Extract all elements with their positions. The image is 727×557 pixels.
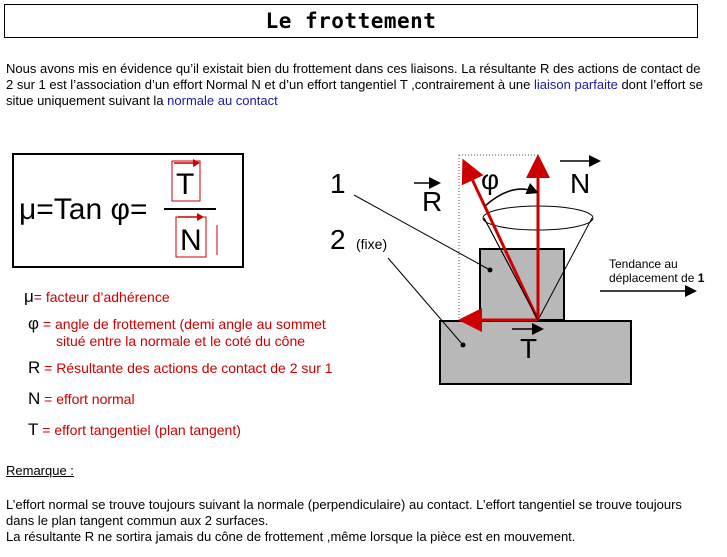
label-t: T — [520, 333, 538, 364]
remark-line-1: L’effort normal se trouve toujours suivant la normale (perpendiculaire) au contact. L’effort tangentiel se trouve toujours dans le plan tangent commun aux 2 surfaces. — [6, 497, 682, 528]
def-t-symbol: T — [28, 420, 39, 439]
intro-text-1: Nous avons mis en évidence qu’il existait bien du frottement dans ces liaisons. La résultante R des actions de contact de 2 sur 1 est l’association d’un effort Normal N et d’un effort tangentiel T ,contrairement à une — [6, 61, 701, 92]
tendency-caption — [609, 257, 704, 285]
def-phi-continued — [56, 333, 305, 349]
def-t-text: effort tangentiel (plan tangent) — [54, 422, 241, 438]
label-fixe: (fixe) — [356, 236, 388, 252]
normale-contact-link[interactable]: normale au contact — [167, 93, 278, 108]
def-mu-sep: = — [33, 289, 46, 305]
def-phi-text: angle de frottement (demi angle au sommet — [55, 316, 326, 332]
def-mu-symbol: μ — [24, 287, 34, 306]
def-mu-text: facteur d’adhérence — [45, 289, 170, 305]
def-n-symbol: N — [28, 389, 41, 408]
remark-heading: Remarque : — [6, 463, 74, 478]
def-r-symbol: R — [28, 358, 41, 377]
liaison-parfaite-link[interactable]: liaison parfaite — [534, 77, 618, 92]
def-phi — [28, 314, 326, 334]
def-n — [28, 389, 135, 409]
page-title: Le frottement — [265, 9, 437, 33]
remark-paragraph — [6, 497, 706, 545]
def-n-sep: = — [40, 391, 57, 407]
tendency-line-2: déplacement de — [609, 271, 698, 285]
formula-numerator: T — [176, 168, 195, 201]
remark-line-2: La résultante R ne sortira jamais du cône de frottement ,même lorsque la pièce est en mouvement. — [6, 529, 576, 544]
title-box — [4, 4, 698, 38]
label-r: R — [422, 186, 443, 217]
def-r-text: Résultante des actions de contact de 2 sur 1 — [56, 360, 333, 376]
tendency-part-number: 1 — [697, 271, 705, 285]
label-part-1: 1 — [330, 168, 346, 199]
def-r — [28, 358, 333, 378]
def-phi-symbol: φ — [28, 314, 40, 333]
formula-denominator: N — [180, 224, 202, 257]
def-phi-sep: = — [39, 316, 55, 332]
formula-lhs: μ=Tan φ= — [19, 193, 148, 226]
def-mu — [24, 287, 170, 307]
label-part-2: 2 — [330, 224, 346, 255]
def-t-sep: = — [38, 422, 55, 438]
def-n-text: effort normal — [56, 391, 135, 407]
intro-text-2: dont l’effort se situe uniquement suivant la — [6, 77, 703, 108]
intro-paragraph — [6, 61, 706, 109]
def-t — [28, 420, 241, 440]
label-phi: φ — [481, 164, 500, 195]
def-phi-text-2: situé entre la normale et le coté du cône — [56, 333, 306, 349]
label-n: N — [570, 168, 591, 199]
friction-diagram — [300, 140, 727, 400]
formula-box — [12, 153, 244, 268]
def-r-sep: = — [40, 360, 57, 376]
formula-vector-marks — [14, 155, 242, 266]
tendency-line-1: Tendance au — [609, 257, 678, 271]
